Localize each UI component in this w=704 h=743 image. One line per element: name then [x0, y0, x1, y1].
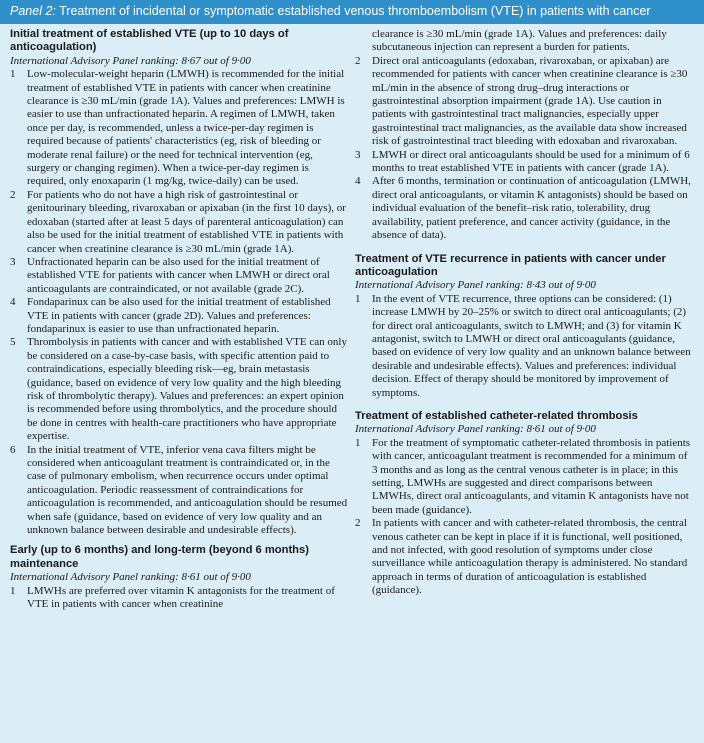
- item-number: 4: [10, 296, 16, 309]
- item-text: Direct oral anticoagulants (edoxaban, rivaroxaban, or apixaban) are recommended for patients with cancer when creatinine clearance is ≥30 mL/min in the absence of strong drug–drug interactions or gastrointestinal absorption impairment (grade 1A). Use caution in patients with gastrointestinal tract malignancies, especially upper gastrointestinal tract malignancies, as the available data show increased risk of gastrointestinal tract bleeding with edoxaban and rivaroxaban.: [372, 54, 688, 148]
- recommendation-item: [355, 293, 695, 400]
- item-text: Fondaparinux can be also used for the initial treatment of established VTE in patients with cancer (grade 2D). Values and preferences: fondaparinux is easier to use than unfractionated heparin.: [27, 296, 331, 335]
- recommendation-item: [355, 175, 695, 242]
- item-number: 1: [355, 292, 361, 305]
- item-number: 6: [10, 443, 16, 456]
- panel-title: Treatment of incidental or symptomatic established venous thromboembolism (VTE) in patients with cancer: [59, 4, 651, 18]
- recommendation-item: [355, 517, 695, 597]
- section-initial-treatment: [10, 28, 348, 537]
- panel-header: [0, 0, 704, 24]
- item-text: In the event of VTE recurrence, three options can be considered: (1) increase LMWH by 20–25% or switch to direct oral anticoagulants; (2) for direct oral anticoagulants, switch to LMWH; and (3) for vitamin K antagonist, switch to LMWH or direct oral anticoagulants (guidance, based on evidence of very low quality and an unknown balance between desirable and undesirable effects). Values and preferences: individual decision. Effect of therapy should be monitored by improvement of symptoms.: [372, 292, 691, 399]
- recommendation-item: [10, 256, 348, 296]
- item-number: 3: [10, 255, 16, 268]
- item-text: LMWHs are preferred over vitamin K antagonists for the treatment of VTE in patients with cancer when creatinine: [27, 584, 335, 611]
- item-number: 1: [355, 436, 361, 449]
- recommendation-item: [355, 55, 695, 149]
- section-heading: Initial treatment of established VTE (up to 10 days of anticoagulation): [10, 28, 289, 54]
- item-text: For the treatment of symptomatic catheter-related thrombosis in patients with cancer, anticoagulant treatment is recommended for a minimum of 3 months and as long as the central venous catheter is in place; in this setting, LMWHs are suggested and direct comparisons between LMWHs, direct oral anticoagulants, and vitamin K antagonists have not been made (guidance).: [372, 436, 691, 516]
- section-catheter-thrombosis: [355, 410, 695, 598]
- item-text: Unfractionated heparin can be also used for the initial treatment of established VTE for patients with cancer when LMWH or direct oral anticoagulants are contraindicated, or not available (grade 2C).: [27, 255, 330, 295]
- panel-ranking: International Advisory Panel ranking: 8·43 out of 9·00: [355, 279, 596, 292]
- recommendation-item: [10, 68, 348, 189]
- section-recurrence: [355, 253, 695, 400]
- item-text: After 6 months, termination or continuation of anticoagulation (LMWH, direct oral anticoagulants, or vitamin K antagonists) should be based on individual evaluation of the benefit–risk ratio, tolerability, drug availability, patient preference, and cancer activity (guidance, in the absence of data).: [372, 175, 691, 242]
- recommendation-item: [10, 585, 348, 612]
- recommendation-item: [10, 336, 348, 443]
- right-column: [355, 28, 695, 598]
- panel-label: Panel 2:: [10, 4, 56, 18]
- section-heading: Early (up to 6 months) and long-term (beyond 6 months) maintenance: [10, 544, 309, 570]
- item-number: 2: [10, 188, 16, 201]
- recommendation-item: [10, 296, 348, 336]
- item-number: 3: [355, 148, 361, 161]
- left-column: [10, 28, 348, 611]
- item-text: Thrombolysis in patients with cancer and with established VTE can only be considered on a case-by-case basis, with specific attention paid to contraindications, especially bleeding risk—eg, brain metastasis (guidance, based on evidence of very low quality and the high bleeding risk of thrombolytic therapy). Values and preferences: an expert opinion is recommended before using thrombolytics, and the procedure should be done in centres with health-care practitioners who have appropriate expertise.: [27, 336, 347, 443]
- item-text: In patients with cancer and with catheter-related thrombosis, the central venous catheter can be kept in place if it is functional, well positioned, and not infected, with good resolution of symptoms under close surveillance while anticoagulation therapy is administered. No standard approach in terms of duration of anticoagulation is established (guidance).: [372, 517, 688, 597]
- section-heading: Treatment of established catheter-related thrombosis: [355, 409, 638, 422]
- panel-ranking: International Advisory Panel ranking: 8·67 out of 9·00: [10, 54, 251, 67]
- item-number: 1: [10, 68, 16, 81]
- item-number: 2: [355, 517, 361, 530]
- item-text: Low-molecular-weight heparin (LMWH) is recommended for the initial treatment of established VTE in patients with cancer when creatinine clearance is ≥30 mL/min (grade 1A). Values and preferences: LMWH is easier to use than unfractionated heparin. A regimen of LMWH, taken once per day, is recommended, unless a twice-per-day regimen is required because of patients' characteristics (eg, risk of bleeding or moderate renal failure) or the need for technical intervention (eg, surgery or changing regimen). When a twice-per-day regimen is required, only enoxaparin (1 mg/kg, twice-daily) can be used.: [27, 68, 345, 188]
- item-number: 4: [355, 175, 361, 188]
- item-text: For patients who do not have a high risk of gastrointestinal or genitourinary bleeding, rivaroxaban or apixaban (in the first 10 days), or edoxaban (started after at least 5 days of parenteral anticoagulation) can also be used for the initial treatment of established VTE in patients with cancer when creatinine clearance is ≥30 mL/min (grade 1A).: [27, 188, 346, 255]
- item-text: In the initial treatment of VTE, inferior vena cava filters might be considered when anticoagulant treatment is contraindicated or, in the case of pulmonary embolism, when recurrence occurs under optimal anticoagulation. Periodic reassessment of contraindications for anticoagulation is recommended, and anticoagulation should be resumed when safe (guidance, based on evidence of very low quality and an unknown balance between desirable and undesirable effects).: [27, 443, 348, 537]
- item-continuation: clearance is ≥30 mL/min (grade 1A). Values and preferences: daily subcutaneous injection can represent a burden for patients.: [372, 28, 667, 54]
- recommendation-item: [10, 189, 348, 256]
- section-early-maintenance: [10, 544, 348, 611]
- item-number: 2: [355, 54, 361, 67]
- panel-ranking: International Advisory Panel ranking: 8·61 out of 9·00: [10, 571, 251, 584]
- section-heading: Treatment of VTE recurrence in patients with cancer under anticoagulation: [355, 252, 666, 278]
- item-number: 5: [10, 336, 16, 349]
- item-number: 1: [10, 584, 16, 597]
- recommendation-item: [10, 444, 348, 538]
- panel-ranking: International Advisory Panel ranking: 8·61 out of 9·00: [355, 423, 596, 436]
- recommendation-item: [355, 437, 695, 517]
- recommendation-item: [355, 149, 695, 176]
- item-text: LMWH or direct oral anticoagulants should be used for a minimum of 6 months to treat established VTE in patients with cancer (grade 1A).: [372, 148, 690, 175]
